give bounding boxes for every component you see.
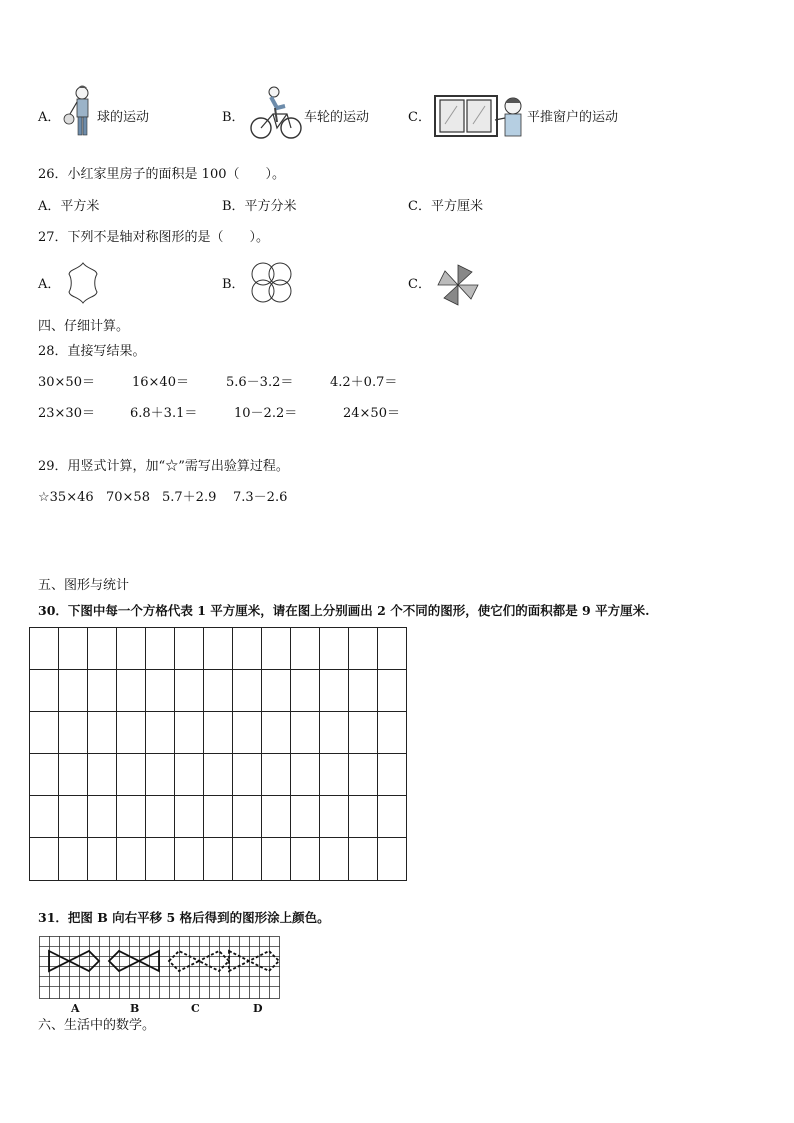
q28-stem: 28．直接写结果。	[38, 344, 146, 359]
q26-stem: 26．小红家里房子的面积是 100（ ）。	[38, 167, 285, 182]
q31-label-b: B	[130, 1002, 140, 1015]
q27-stem: 27．下列不是轴对称图形的是（ ）。	[38, 230, 270, 245]
q25-option-b-letter: B．	[222, 110, 245, 125]
q28-row2-item3: 10－2.2＝	[234, 406, 298, 421]
q30-drawing-grid[interactable]	[29, 627, 409, 882]
q28-row1-item2: 16×40＝	[132, 375, 189, 390]
q31-figure-c	[169, 951, 229, 971]
q29-item1: ☆35×46	[38, 490, 94, 505]
q25-option-c-letter: C．	[408, 110, 431, 125]
q26-option-b: B．平方分米	[222, 199, 297, 214]
q31-label-d: D	[253, 1002, 263, 1015]
q28-row1-item4: 4.2＋0.7＝	[330, 375, 398, 390]
section-6-heading: 六、生活中的数学。	[38, 1018, 156, 1033]
q31-figure-a	[49, 951, 99, 971]
q27-option-c-letter: C．	[408, 277, 431, 292]
section-4-heading: 四、仔细计算。	[38, 319, 130, 334]
q31-figure-b	[109, 951, 159, 971]
four-circles-flower-icon	[247, 260, 295, 308]
q29-item4: 7.3－2.6	[233, 490, 288, 505]
q28-row1-item1: 30×50＝	[38, 375, 95, 390]
sliding-window-illustration	[433, 94, 531, 140]
q27-option-b-letter: B．	[222, 277, 245, 292]
q25-option-b-text: 车轮的运动	[304, 110, 370, 125]
q29-stem: 29．用竖式计算，加“☆”需写出验算过程。	[38, 459, 289, 474]
bicycle-rider-illustration	[247, 84, 305, 142]
scalloped-shape-icon	[64, 260, 102, 306]
section-5-heading: 五、图形与统计	[38, 578, 130, 593]
q25-option-a-letter: A．	[38, 110, 61, 125]
q31-figure-d	[229, 951, 279, 971]
q28-row2-item4: 24×50＝	[343, 406, 400, 421]
q31-translation-grid[interactable]	[39, 936, 283, 1002]
q26-option-a: A．平方米	[38, 199, 100, 214]
person-with-ball-illustration	[60, 84, 100, 138]
q28-row1-item3: 5.6－3.2＝	[226, 375, 294, 390]
q28-row2-item1: 23×30＝	[38, 406, 95, 421]
q31-stem: 31．把图 B 向右平移 5 格后得到的图形涂上颜色。	[38, 910, 330, 925]
q31-label-c: C	[191, 1002, 200, 1015]
q27-option-a-letter: A．	[38, 277, 61, 292]
q26-option-c: C．平方厘米	[408, 199, 483, 214]
q31-label-a: A	[71, 1002, 80, 1015]
pinwheel-icon	[434, 262, 482, 308]
q25-option-c-text: 平推窗户的运动	[527, 110, 619, 125]
q29-item3: 5.7＋2.9	[162, 490, 217, 505]
q28-row2-item2: 6.8＋3.1＝	[130, 406, 198, 421]
q29-item2: 70×58	[106, 490, 150, 505]
q25-option-a-text: 球的运动	[97, 110, 150, 125]
q30-stem: 30．下图中每一个方格代表 1 平方厘米，请在图上分别画出 2 个不同的图形，使它们的面积都是 9 平方厘米.	[38, 603, 650, 618]
